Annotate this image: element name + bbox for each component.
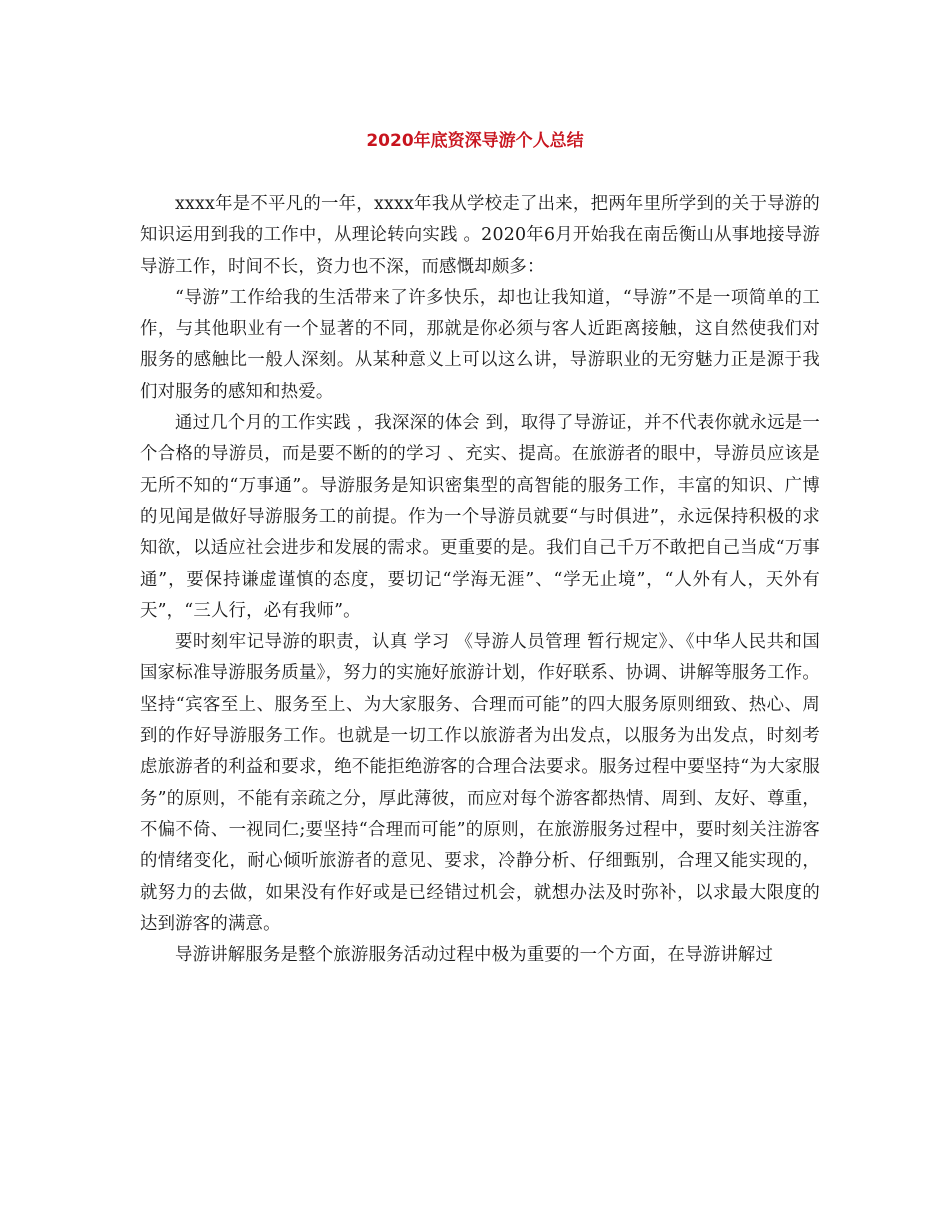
paragraph-5: 导游讲解服务是整个旅游服务活动过程中极为重要的一个方面，在导游讲解过 <box>175 945 774 966</box>
paragraph-3: 通过几个月的工作实践 ，我深深的体会 到，取得了导游证，并不代表你就永远是一个合格的导游员，而是要不断的的学习 、充实、提高。在旅游者的眼中，导游员应该是无所不知的“万事通”。导游服务是知识密集型的高智能的服务工作，丰富的知识、广博的见闻是做好导游服务工的前提。作为一个导游员就要“与时俱进”，永远保持积极的求知欲，以适应社会进步和发展的需求。更重要的是。我们自己千万不敢把自己当成“万事通”，要保持谦虚谨慎的态度，要切记“学海无涯”、“学无止境”，“人外有人，天外有天”，“三人行，必有我师”。 <box>140 413 820 621</box>
paragraph-4: 要时刻牢记导游的职责，认真 学习 《导游人员管理 暂行规定》、《中华人民共和国国家标准导游服务质量》，努力的实施好旅游计划，作好联系、协调、讲解等服务工作。坚持“宾客至上、服务至上、为大家服务、合理而可能”的四大服务原则细致、热心、周到的作好导游服务工作。也就是一切工作以旅游者为出发点，以服务为出发点，时刻考虑旅游者的利益和要求，绝不能拒绝游客的合理合法要求。服务过程中要坚持“为大家服务”的原则，不能有亲疏之分，厚此薄彼，而应对每个游客都热情、周到、友好、尊重，不偏不倚、一视同仁;要坚持“合理而可能”的原则，在旅游服务过程中，要时刻关注游客的情绪变化，耐心倾听旅游者的意见、要求，冷静分析、仔细甄别，合理又能实现的，就努力的去做，如果没有作好或是已经错过机会，就想办法及时弥补，以求最大限度的达到游客的满意。 <box>140 632 820 934</box>
document-body <box>140 189 820 971</box>
document-title: 2020年底资深导游个人总结 <box>366 131 584 151</box>
paragraph-2: “导游”工作给我的生活带来了许多快乐，却也让我知道，“导游”不是一项简单的工作，与其他职业有一个显著的不同，那就是你必须与客人近距离接触，这自然使我们对服务的感触比一般人深刻。从某种意义上可以这么讲，导游职业的无穷魅力正是源于我们对服务的感知和热爱。 <box>140 287 820 402</box>
paragraph-1: xxxx年是不平凡的一年，xxxx年我从学校走了出来，把两年里所学到的关于导游的知识运用到我的工作中，从理论转向实践 。2020年6月开始我在南岳衡山从事地接导游导游工作，时间不长，资力也不深，而感慨却颇多： <box>140 194 820 277</box>
